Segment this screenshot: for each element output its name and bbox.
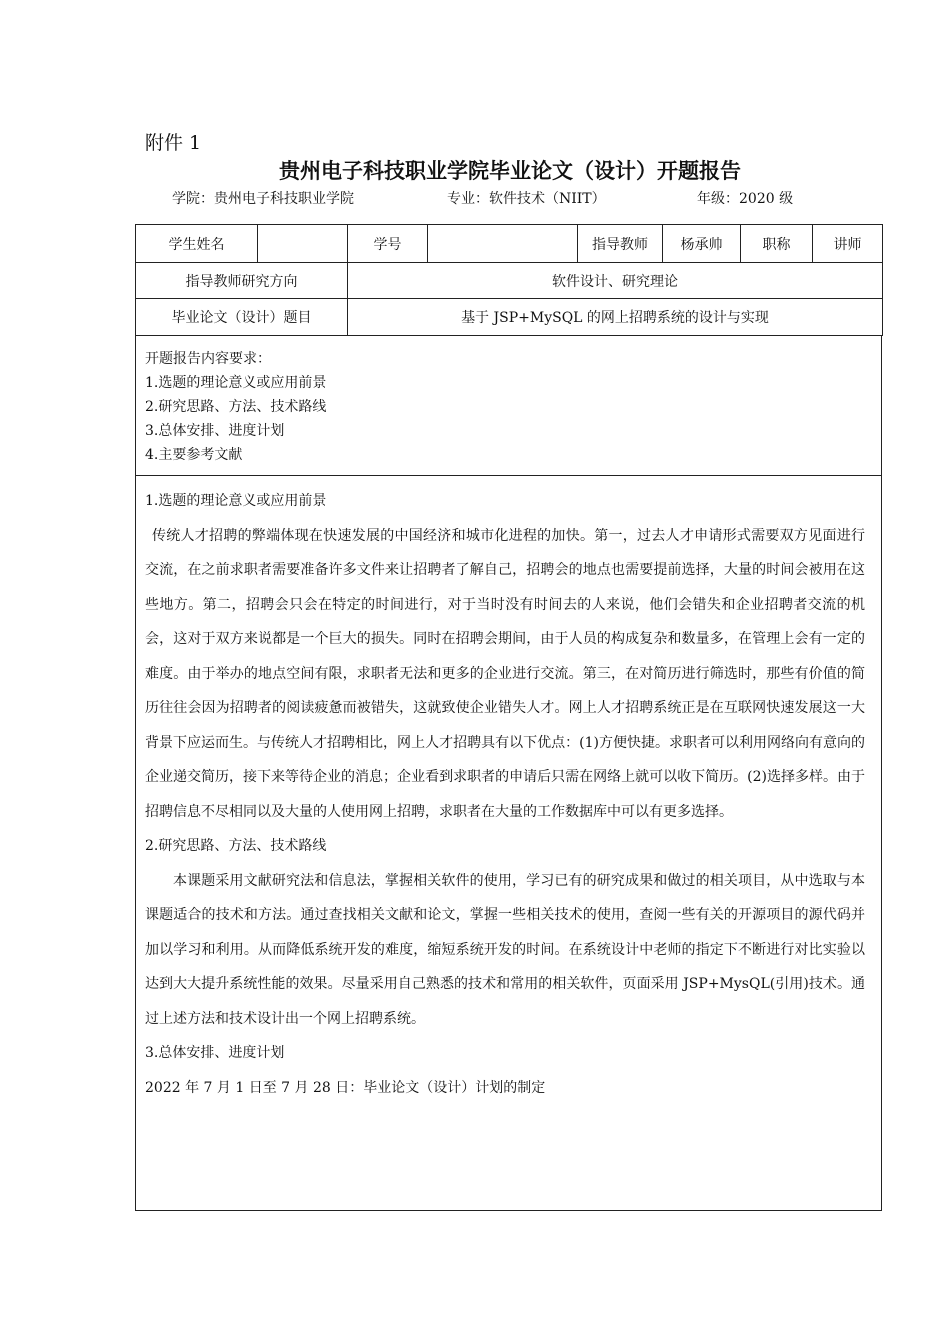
section1-heading: 1.选题的理论意义或应用前景 [145,493,327,509]
student-id-label: 学号 [348,225,428,263]
section3-line: 2022 年 7 月 1 日至 7 月 28 日：毕业论文（设计）计划的制定 [145,1079,546,1096]
major-field: 专业：软件技术（NIIT） [447,191,606,207]
requirement-item: 4.主要参考文献 [145,447,243,463]
requirement-item: 3.总体安排、进度计划 [145,423,285,439]
thesis-topic-value: 基于 JSP+MySQL 的网上招聘系统的设计与实现 [348,299,883,336]
title-rank-value: 讲师 [813,225,883,263]
thesis-topic-label: 毕业论文（设计）题目 [136,299,348,336]
student-name-label: 学生姓名 [136,225,258,263]
section2-body: 本课题采用文献研究法和信息法，掌握相关软件的使用，学习已有的研究成果和做过的相关项目，从中选取与本课题适合的技术和方法。通过查找相关文献和论文，掌握一些相关技术的使用，查阅一些有关的开源项目的源代码并加以学习和利用。从而降低系统开发的难度，缩短系统开发的时间。在系统设计中老师的指定下不断进行对比实验以达到大大提升系统性能的效果。尽量采用自己熟悉的技术和常用的相关软件，页面采用 JSP+MysQL(引用)技术。通过上述方法和技术设计出一个网上招聘系统。 [145,872,865,1027]
college-field: 学院：贵州电子科技职业学院 [172,191,354,207]
advisor-label: 指导教师 [578,225,663,263]
research-direction-value: 软件设计、研究理论 [348,263,883,299]
student-name-value [258,225,348,263]
research-direction-label: 指导教师研究方向 [136,263,348,299]
student-id-value [428,225,578,263]
advisor-value: 杨承帅 [663,225,741,263]
requirements-box [135,335,882,476]
grade-field: 年级：2020 级 [697,191,794,207]
section3-heading: 3.总体安排、进度计划 [145,1045,285,1061]
document-meta [172,188,793,208]
document-title: 贵州电子科技职业学院毕业论文（设计）开题报告 [279,158,741,183]
title-rank-label: 职称 [741,225,813,263]
requirements-heading: 开题报告内容要求： [145,351,271,367]
section1-body: 传统人才招聘的弊端体现在快速发展的中国经济和城市化进程的加快。第一，过去人才申请形式需要双方见面进行交流，在之前求职者需要准备许多文件来让招聘者了解自己，招聘会的地点也需要提前选择，大量的时间会被用在这些地方。第二，招聘会只会在特定的时间进行，对于当时没有时间去的人来说，他们会错失和企业招聘者交流的机会，这对于双方来说都是一个巨大的损失。同时在招聘会期间，由于人员的构成复杂和数量多，在管理上会有一定的难度。由于举办的地点空间有限，求职者无法和更多的企业进行交流。第三，在对简历进行筛选时，那些有价值的简历往往会因为招聘者的阅读疲惫而被错失，这就致使企业错失人才。网上人才招聘系统正是在互联网快速发展这一大背景下应运而生。与传统人才招聘相比，网上人才招聘具有以下优点：(1)方便快捷。求职者可以利用网络向有意向的企业递交简历，接下来等待企业的消息；企业看到求职者的申请后只需在网络上就可以收下简历。(2)选择多样。由于招聘信息不尽相同以及大量的人使用网上招聘，求职者在大量的工作数据库中可以有更多选择。 [145,527,865,820]
requirement-item: 2.研究思路、方法、技术路线 [145,399,327,415]
report-content-box [135,475,882,1211]
requirement-item: 1.选题的理论意义或应用前景 [145,375,327,391]
attachment-label: 附件 1 [145,132,202,154]
info-table [135,224,883,336]
section2-heading: 2.研究思路、方法、技术路线 [145,838,327,854]
